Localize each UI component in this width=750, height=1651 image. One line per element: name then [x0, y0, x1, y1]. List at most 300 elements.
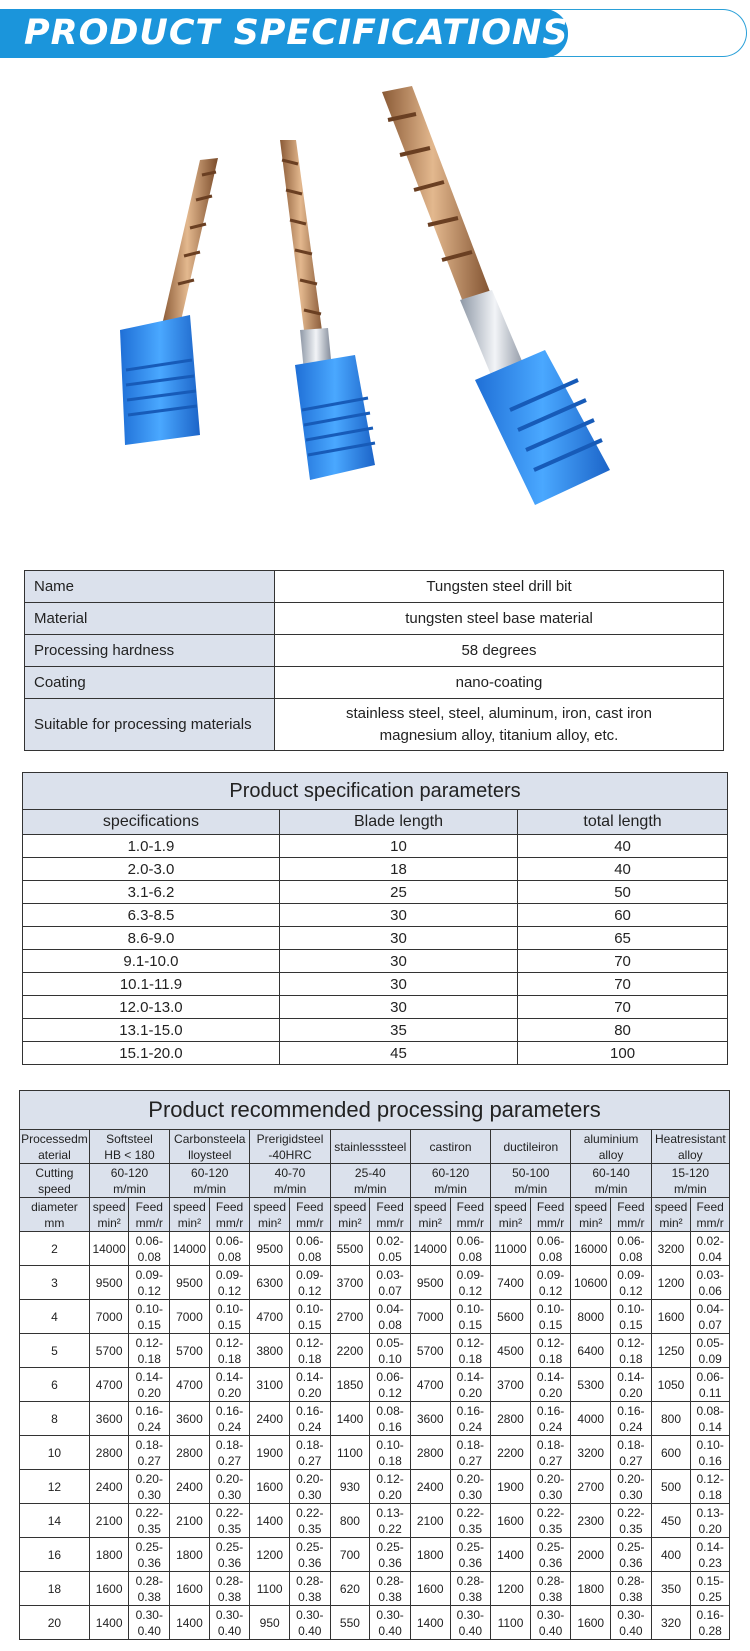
- speed-cell: 14000: [170, 1232, 210, 1266]
- cell-line: 0.09-: [617, 1267, 645, 1282]
- cell-line: 0.27: [298, 1453, 322, 1468]
- feed-cell: [691, 1300, 730, 1334]
- cell-line: 0.22-: [296, 1505, 324, 1520]
- cell-line: speed: [494, 1199, 527, 1214]
- cutting-speed-cell: [571, 1164, 651, 1198]
- cell-line: 0.06: [698, 1283, 722, 1298]
- cell-line: Softsteel: [106, 1131, 153, 1146]
- speed-cell: 4700: [250, 1300, 290, 1334]
- feed-cell: [209, 1300, 250, 1334]
- feed-cell: [289, 1538, 330, 1572]
- cell-line: 25-40: [354, 1165, 386, 1180]
- cell-line: 0.09-: [135, 1267, 163, 1282]
- feed-subheader: [209, 1198, 250, 1232]
- cell-line: 0.06-: [296, 1233, 324, 1248]
- feed-cell: [289, 1402, 330, 1436]
- speed-subheader: [651, 1198, 691, 1232]
- cell-line: 0.09-: [456, 1267, 485, 1282]
- cell-line: 0.16-: [696, 1607, 724, 1622]
- cell-line: 0.18-: [536, 1437, 565, 1452]
- params-title: Product specification parameters: [23, 773, 728, 810]
- cell-line: Feed: [135, 1199, 163, 1214]
- row-label-line: Cutting: [35, 1165, 74, 1180]
- table-cell: 30: [279, 950, 517, 973]
- table-cell: 9.1-10.0: [23, 950, 280, 973]
- cutting-speed-row: [20, 1164, 730, 1198]
- cell-line: 0.30: [619, 1487, 643, 1502]
- speed-cell: 2800: [170, 1436, 210, 1470]
- feed-cell: [209, 1266, 250, 1300]
- cell-line: 0.06-: [135, 1233, 163, 1248]
- table-cell: 10: [279, 835, 517, 858]
- speed-cell: 4700: [410, 1368, 450, 1402]
- cell-line: 0.18: [619, 1351, 643, 1366]
- cell-line: 0.05-: [376, 1335, 404, 1350]
- spec-label: Processing hardness: [25, 635, 275, 667]
- cutting-speed-cell: [410, 1164, 490, 1198]
- speed-cell: 5600: [491, 1300, 531, 1334]
- speed-cell: 2100: [410, 1504, 450, 1538]
- column-header: specifications: [23, 810, 280, 835]
- cell-line: 0.16-: [135, 1403, 163, 1418]
- cell-line: mm/r: [456, 1215, 484, 1230]
- feed-cell: [129, 1470, 170, 1504]
- cell-line: 0.16: [378, 1419, 402, 1434]
- speed-cell: 2100: [89, 1504, 129, 1538]
- cell-line: 0.05-: [696, 1335, 724, 1350]
- cell-line: 60-140: [592, 1165, 630, 1180]
- cell-line: speed: [333, 1199, 367, 1214]
- speed-cell: 800: [651, 1402, 691, 1436]
- spec-label: Name: [25, 571, 275, 603]
- cell-line: 0.14-: [456, 1369, 485, 1384]
- feed-cell: [611, 1504, 652, 1538]
- cell-line: 0.14-: [135, 1369, 163, 1384]
- cell-line: 15-120: [671, 1165, 710, 1180]
- cell-line: 0.25-: [456, 1539, 485, 1554]
- cell-line: 0.20: [538, 1385, 563, 1400]
- cell-line: 0.22: [378, 1521, 402, 1536]
- table-cell: 25: [279, 881, 517, 904]
- speed-cell: 7000: [170, 1300, 210, 1334]
- cutting-speed-cell: [330, 1164, 410, 1198]
- feed-cell: [530, 1538, 571, 1572]
- sub-header-row: [20, 1198, 730, 1232]
- product-photo: [90, 80, 670, 540]
- speed-cell: 16000: [571, 1232, 611, 1266]
- row-label: [20, 1198, 90, 1232]
- feed-cell: [370, 1402, 411, 1436]
- cell-line: speed: [253, 1199, 287, 1214]
- cell-line: 0.09-: [536, 1267, 565, 1282]
- speed-cell: 1600: [571, 1606, 611, 1640]
- speed-subheader: [89, 1198, 129, 1232]
- cutting-speed-cell: [491, 1164, 571, 1198]
- speed-cell: 1400: [330, 1402, 370, 1436]
- feed-subheader: [129, 1198, 170, 1232]
- feed-subheader: [289, 1198, 330, 1232]
- feed-cell: [450, 1402, 491, 1436]
- cell-line: 0.28: [698, 1623, 722, 1638]
- cell-line: min²: [659, 1215, 683, 1230]
- cell-line: 0.06-: [376, 1369, 404, 1384]
- cell-line: Feed: [536, 1199, 565, 1214]
- cell-line: 0.30-: [536, 1607, 565, 1622]
- cell-line: 0.18: [698, 1487, 722, 1502]
- cell-line: 0.25-: [215, 1539, 244, 1554]
- feed-cell: [370, 1232, 411, 1266]
- feed-cell: [209, 1572, 250, 1606]
- speed-cell: 11000: [491, 1232, 531, 1266]
- feed-cell: [129, 1606, 170, 1640]
- cutting-speed-cell: [170, 1164, 250, 1198]
- cell-line: min²: [579, 1215, 603, 1230]
- cell-line: min²: [258, 1215, 282, 1230]
- speed-cell: 1900: [491, 1470, 531, 1504]
- feed-cell: [530, 1470, 571, 1504]
- cell-line: 0.30: [217, 1487, 242, 1502]
- cell-line: 0.30: [298, 1487, 322, 1502]
- feed-cell: [450, 1300, 491, 1334]
- cell-line: 0.18: [458, 1351, 483, 1366]
- feed-cell: [691, 1606, 730, 1640]
- feed-subheader: [450, 1198, 491, 1232]
- speed-cell: 500: [651, 1470, 691, 1504]
- table-cell: 30: [279, 973, 517, 996]
- speed-cell: 7000: [410, 1300, 450, 1334]
- cell-line: 0.02-: [376, 1233, 404, 1248]
- speed-cell: 1200: [491, 1572, 531, 1606]
- cell-line: 40-70: [274, 1165, 306, 1180]
- speed-cell: 3600: [170, 1402, 210, 1436]
- cell-line: 0.10-: [296, 1301, 324, 1316]
- cell-line: min²: [418, 1215, 442, 1230]
- feed-cell: [691, 1402, 730, 1436]
- cell-line: m/min: [674, 1181, 707, 1196]
- cell-line: 0.12: [217, 1283, 242, 1298]
- speed-cell: 450: [651, 1504, 691, 1538]
- speed-cell: 6400: [571, 1334, 611, 1368]
- feed-cell: [370, 1606, 411, 1640]
- speed-subheader: [170, 1198, 210, 1232]
- table-row: [20, 1402, 730, 1436]
- table-row: [23, 904, 728, 927]
- cell-line: 0.06-: [536, 1233, 565, 1248]
- diameter-cell: 6: [20, 1368, 90, 1402]
- feed-cell: [370, 1504, 411, 1538]
- spec-value: Tungsten steel drill bit: [275, 571, 724, 603]
- feed-cell: [450, 1538, 491, 1572]
- speed-cell: 1100: [330, 1436, 370, 1470]
- feed-cell: [530, 1266, 571, 1300]
- cell-line: 0.07: [378, 1283, 402, 1298]
- speed-cell: 7000: [89, 1300, 129, 1334]
- speed-cell: 14000: [410, 1232, 450, 1266]
- feed-cell: [129, 1334, 170, 1368]
- cell-line: 0.22-: [456, 1505, 485, 1520]
- spec-value-line: stainless steel, steel, aluminum, iron, cast iron: [346, 704, 652, 722]
- cell-line: 0.03-: [696, 1267, 724, 1282]
- cell-line: 0.38: [538, 1589, 563, 1604]
- speed-cell: 3100: [250, 1368, 290, 1402]
- diameter-cell: 5: [20, 1334, 90, 1368]
- speed-subheader: [491, 1198, 531, 1232]
- cell-line: 0.18-: [135, 1437, 163, 1452]
- cell-line: 0.27: [538, 1453, 563, 1468]
- speed-subheader: [250, 1198, 290, 1232]
- spec-value: nano-coating: [275, 667, 724, 699]
- cell-line: 0.16-: [296, 1403, 324, 1418]
- feed-cell: [370, 1470, 411, 1504]
- feed-cell: [209, 1538, 250, 1572]
- cell-line: 0.36: [619, 1555, 643, 1570]
- cell-line: 0.14-: [696, 1539, 724, 1554]
- feed-cell: [450, 1232, 491, 1266]
- cell-line: 0.10-: [536, 1301, 565, 1316]
- material-header: [250, 1130, 330, 1164]
- feed-cell: [611, 1368, 652, 1402]
- cell-line: 0.04: [698, 1249, 722, 1264]
- speed-cell: 5700: [89, 1334, 129, 1368]
- cell-line: 0.18: [217, 1351, 242, 1366]
- cell-line: 0.40: [619, 1623, 643, 1638]
- cell-line: 0.02-: [696, 1233, 724, 1248]
- feed-cell: [289, 1470, 330, 1504]
- speed-cell: 5700: [410, 1334, 450, 1368]
- cell-line: 0.14-: [536, 1369, 565, 1384]
- feed-cell: [450, 1606, 491, 1640]
- feed-cell: [530, 1368, 571, 1402]
- cell-line: 0.20: [298, 1385, 322, 1400]
- cell-line: 0.08-: [696, 1403, 724, 1418]
- cell-line: 60-120: [191, 1165, 229, 1180]
- drill-small: [120, 158, 218, 445]
- cell-line: 0.15-: [696, 1573, 724, 1588]
- diameter-cell: 2: [20, 1232, 90, 1266]
- cell-line: 0.14-: [215, 1369, 244, 1384]
- feed-cell: [691, 1504, 730, 1538]
- diameter-cell: 8: [20, 1402, 90, 1436]
- cell-line: 0.38: [137, 1589, 161, 1604]
- cell-line: 0.06-: [617, 1233, 645, 1248]
- speed-cell: 1200: [651, 1266, 691, 1300]
- diameter-cell: 14: [20, 1504, 90, 1538]
- feed-cell: [450, 1334, 491, 1368]
- material-header: [491, 1130, 571, 1164]
- cell-line: mm/r: [376, 1215, 404, 1230]
- cell-line: 0.20-: [456, 1471, 485, 1486]
- cell-line: 0.20-: [617, 1471, 645, 1486]
- cell-line: 0.40: [538, 1623, 563, 1638]
- cell-line: m/min: [594, 1181, 628, 1196]
- column-header: total length: [518, 810, 728, 835]
- speed-cell: 3200: [571, 1436, 611, 1470]
- speed-cell: 4000: [571, 1402, 611, 1436]
- cell-line: mm/r: [536, 1215, 565, 1230]
- cell-line: aluminium: [583, 1131, 639, 1146]
- speed-cell: 600: [651, 1436, 691, 1470]
- cell-line: 0.15: [217, 1317, 242, 1332]
- speed-cell: 2000: [571, 1538, 611, 1572]
- cell-line: 0.10-: [456, 1301, 485, 1316]
- diameter-cell: 4: [20, 1300, 90, 1334]
- table-cell: 30: [279, 996, 517, 1019]
- table-row: [20, 1470, 730, 1504]
- speed-cell: 2100: [170, 1504, 210, 1538]
- cell-line: 0.38: [619, 1589, 643, 1604]
- cell-line: 0.08: [217, 1249, 242, 1264]
- diameter-cell: 12: [20, 1470, 90, 1504]
- feed-cell: [611, 1232, 652, 1266]
- speed-cell: 1600: [89, 1572, 129, 1606]
- cell-line: 0.09-: [296, 1267, 324, 1282]
- cell-line: 0.12-: [617, 1335, 645, 1350]
- speed-cell: 9500: [170, 1266, 210, 1300]
- cell-line: 0.35: [137, 1521, 161, 1536]
- table-cell: 35: [279, 1019, 517, 1042]
- speed-cell: 320: [651, 1606, 691, 1640]
- feed-cell: [129, 1368, 170, 1402]
- cell-line: 0.25-: [135, 1539, 163, 1554]
- speed-cell: 2800: [491, 1402, 531, 1436]
- feed-cell: [611, 1572, 652, 1606]
- cell-line: Carbonsteela: [174, 1131, 246, 1146]
- spec-label: Coating: [25, 667, 275, 699]
- table-row: [23, 996, 728, 1019]
- table-row: [23, 927, 728, 950]
- table-cell: 1.0-1.9: [23, 835, 280, 858]
- table-row: [20, 1436, 730, 1470]
- speed-cell: 2400: [170, 1470, 210, 1504]
- feed-cell: [209, 1402, 250, 1436]
- cell-line: speed: [574, 1199, 608, 1214]
- table-row: [20, 1266, 730, 1300]
- material-header: [170, 1130, 250, 1164]
- cell-line: 0.30-: [215, 1607, 244, 1622]
- feed-subheader: [370, 1198, 411, 1232]
- cell-line: 0.12: [137, 1283, 161, 1298]
- table-row: [23, 1042, 728, 1065]
- table-cell: 12.0-13.0: [23, 996, 280, 1019]
- feed-cell: [209, 1470, 250, 1504]
- cell-line: 0.30: [538, 1487, 563, 1502]
- cell-line: 0.08: [137, 1249, 161, 1264]
- cell-line: stainlesssteel: [334, 1139, 407, 1154]
- cell-line: 0.28-: [456, 1573, 485, 1588]
- feed-cell: [530, 1402, 571, 1436]
- params-body: [23, 835, 728, 1065]
- cell-line: 0.20: [619, 1385, 643, 1400]
- cell-line: 0.15: [137, 1317, 161, 1332]
- speed-cell: 2200: [330, 1334, 370, 1368]
- table-row: [23, 950, 728, 973]
- speed-cell: 800: [330, 1504, 370, 1538]
- feed-cell: [370, 1300, 411, 1334]
- speed-cell: 5500: [330, 1232, 370, 1266]
- cell-line: 0.36: [458, 1555, 483, 1570]
- cell-line: 0.28-: [135, 1573, 163, 1588]
- speed-cell: 1600: [491, 1504, 531, 1538]
- feed-cell: [691, 1572, 730, 1606]
- cell-line: 0.08: [538, 1249, 563, 1264]
- cell-line: speed: [92, 1199, 126, 1214]
- cell-line: 0.20: [698, 1521, 722, 1536]
- cell-line: 0.12: [458, 1283, 483, 1298]
- cell-line: 0.35: [217, 1521, 242, 1536]
- feed-subheader: [691, 1198, 730, 1232]
- cell-line: -40HRC: [268, 1147, 312, 1162]
- page-title: PRODUCT SPECIFICATIONS: [24, 13, 569, 53]
- diameter-cell: 20: [20, 1606, 90, 1640]
- cell-line: 0.12-: [135, 1335, 163, 1350]
- table-cell: 8.6-9.0: [23, 927, 280, 950]
- cell-line: min²: [97, 1215, 121, 1230]
- cell-line: 0.08: [298, 1249, 322, 1264]
- cell-line: 0.16-: [215, 1403, 244, 1418]
- cell-line: 0.38: [378, 1589, 402, 1604]
- cell-line: 0.06-: [696, 1369, 724, 1384]
- cell-line: 0.18-: [296, 1437, 324, 1452]
- feed-cell: [289, 1300, 330, 1334]
- cell-line: 0.27: [217, 1453, 242, 1468]
- table-row: [23, 858, 728, 881]
- spec-value: tungsten steel base material: [275, 603, 724, 635]
- feed-cell: [370, 1368, 411, 1402]
- cell-line: mm/r: [617, 1215, 645, 1230]
- diameter-cell: 10: [20, 1436, 90, 1470]
- feed-cell: [611, 1538, 652, 1572]
- cell-line: 0.30-: [376, 1607, 404, 1622]
- processing-body: [20, 1232, 730, 1640]
- speed-cell: 2700: [330, 1300, 370, 1334]
- cell-line: ductileiron: [503, 1139, 559, 1154]
- speed-cell: 8000: [571, 1300, 611, 1334]
- speed-cell: 1600: [250, 1470, 290, 1504]
- feed-cell: [129, 1232, 170, 1266]
- feed-cell: [129, 1300, 170, 1334]
- table-cell: 2.0-3.0: [23, 858, 280, 881]
- cell-line: mm/r: [215, 1215, 244, 1230]
- table-cell: 30: [279, 904, 517, 927]
- cell-line: 0.06-: [215, 1233, 244, 1248]
- speed-cell: 1800: [170, 1538, 210, 1572]
- feed-cell: [450, 1470, 491, 1504]
- cell-line: 0.18-: [456, 1437, 485, 1452]
- cell-line: Feed: [215, 1199, 244, 1214]
- cell-line: 0.25: [698, 1589, 722, 1604]
- feed-cell: [370, 1334, 411, 1368]
- material-header: [89, 1130, 169, 1164]
- cell-line: Feed: [296, 1199, 324, 1214]
- speed-cell: 1400: [89, 1606, 129, 1640]
- cell-line: m/min: [353, 1181, 387, 1196]
- feed-cell: [450, 1572, 491, 1606]
- feed-cell: [370, 1572, 411, 1606]
- speed-cell: 4700: [170, 1368, 210, 1402]
- speed-cell: 2400: [410, 1470, 450, 1504]
- table-cell: 6.3-8.5: [23, 904, 280, 927]
- feed-cell: [450, 1368, 491, 1402]
- cell-line: m/min: [434, 1181, 467, 1196]
- cell-line: m/min: [113, 1181, 146, 1196]
- speed-cell: 350: [651, 1572, 691, 1606]
- speed-subheader: [410, 1198, 450, 1232]
- table-row: [23, 835, 728, 858]
- processing-title: Product recommended processing parameters: [20, 1091, 730, 1130]
- drill-large: [382, 86, 610, 505]
- speed-cell: 950: [250, 1606, 290, 1640]
- table-cell: 30: [279, 927, 517, 950]
